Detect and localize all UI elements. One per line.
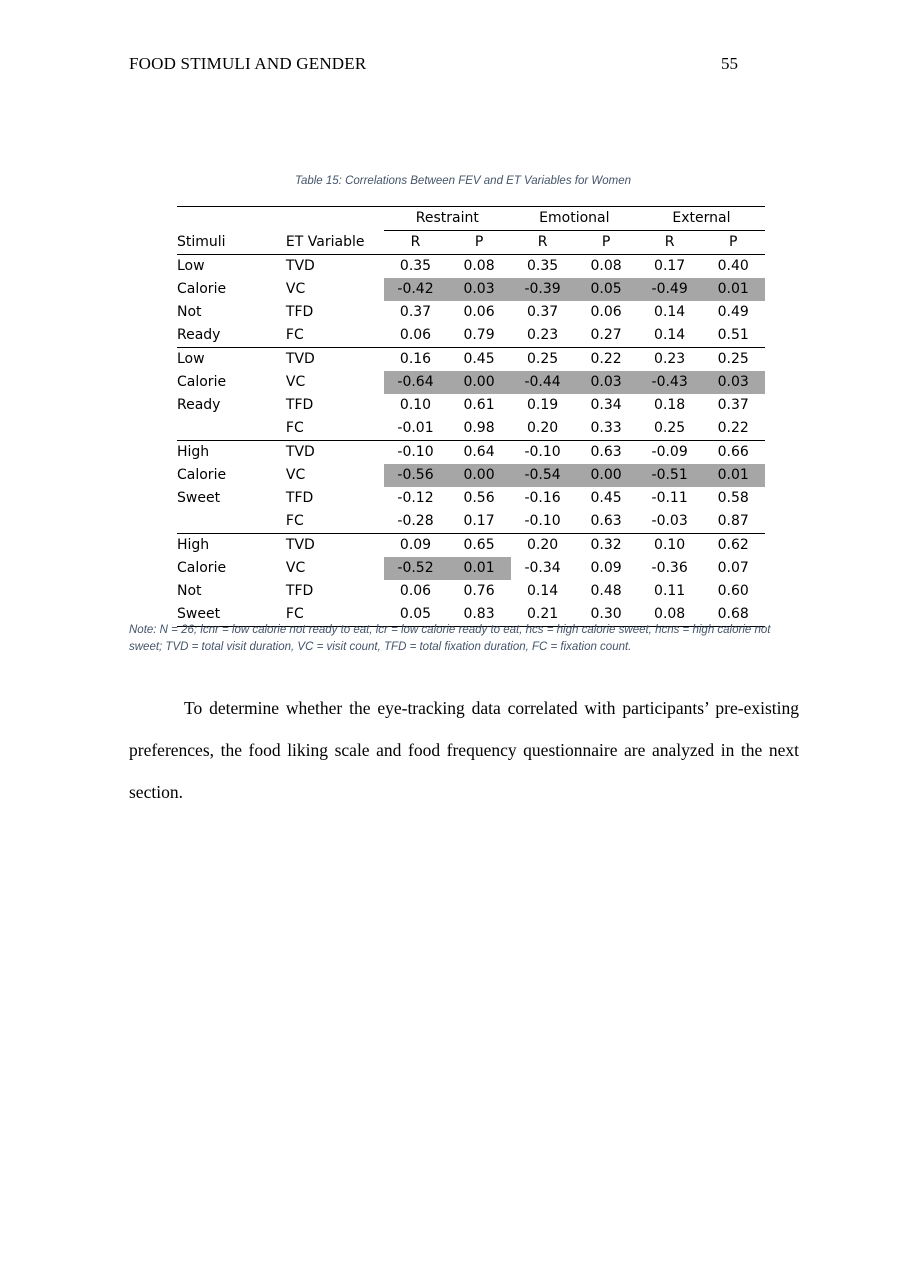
cell-emotional-p: 0.48	[590, 583, 622, 599]
cell-stimuli: Ready	[177, 324, 286, 348]
cell-stimuli: Sweet	[177, 490, 221, 506]
cell-et-variable: FC	[286, 603, 384, 627]
cell-restraint-r: -0.28	[384, 510, 448, 534]
table-caption: Table 15: Correlations Between FEV and ET Variables for Women	[294, 175, 631, 187]
cell-emotional-r: 0.25	[526, 351, 559, 367]
cell-et-variable: VC	[285, 467, 306, 483]
column-header-external-r: R	[638, 231, 702, 255]
cell-restraint-r: -0.12	[397, 490, 434, 506]
cell-et-variable: FC	[286, 324, 384, 348]
body-paragraph: To determine whether the eye-tracking data correlated with participants’ pre-existing preferences, the food liking scale and food frequency questionnaire are analyzed in the next section.	[129, 697, 799, 802]
column-header-emotional-r: R	[511, 231, 575, 255]
table-row	[177, 394, 765, 417]
cell-stimuli: High	[177, 537, 210, 553]
table-row	[177, 255, 765, 279]
cell-restraint-r: 0.05	[384, 603, 448, 627]
cell-external-r: 0.11	[654, 583, 686, 599]
cell-restraint-r: -0.42	[384, 278, 448, 301]
cell-external-p: 0.60	[717, 583, 749, 599]
cell-external-r: -0.03	[638, 510, 702, 534]
cell-et-variable: TFD	[285, 397, 314, 413]
cell-external-r: 0.25	[638, 417, 702, 441]
cell-emotional-r: 0.37	[526, 304, 559, 320]
cell-emotional-r: 0.23	[511, 324, 575, 348]
cell-external-p: 0.01	[701, 464, 765, 487]
cell-et-variable: VC	[285, 281, 306, 297]
cell-external-r: 0.14	[638, 324, 702, 348]
table-row	[177, 510, 765, 534]
cell-emotional-p: 0.03	[574, 371, 638, 394]
cell-external-r: -0.11	[651, 490, 688, 506]
cell-et-variable: TFD	[285, 490, 314, 506]
table-note: Note: N = 26; lcnr = low calorie not ready to eat, lcr = low calorie ready to eat, hcs = high calorie sweet, hcns = high calorie not sweet; TVD = total visit duration, VC = visit count, TFD = total fixation duration, FC = fixation count.	[129, 624, 771, 653]
cell-et-variable: TVD	[285, 444, 315, 460]
cell-restraint-r: 0.10	[399, 397, 432, 413]
cell-restraint-r: 0.16	[399, 351, 432, 367]
cell-restraint-p: 0.17	[447, 510, 511, 534]
cell-restraint-p: 0.06	[463, 304, 495, 320]
cell-emotional-r: -0.39	[511, 278, 575, 301]
running-head-title: FOOD STIMULI AND GENDER	[129, 54, 367, 73]
table-header-blank	[177, 207, 286, 231]
column-header-stimuli: Stimuli	[177, 231, 286, 255]
cell-external-r: -0.51	[638, 464, 702, 487]
table-row	[177, 580, 765, 603]
cell-restraint-r: 0.06	[384, 324, 448, 348]
cell-restraint-p: 0.79	[447, 324, 511, 348]
cell-restraint-p: 0.00	[447, 464, 511, 487]
cell-stimuli: Not	[177, 583, 202, 599]
cell-restraint-r: -0.01	[384, 417, 448, 441]
cell-external-r: 0.08	[638, 603, 702, 627]
cell-external-r: -0.09	[651, 444, 688, 460]
cell-emotional-p: 0.30	[574, 603, 638, 627]
cell-restraint-r: -0.52	[384, 557, 448, 580]
cell-emotional-p: 0.06	[590, 304, 622, 320]
cell-restraint-p: 0.01	[447, 557, 511, 580]
table-row	[177, 301, 765, 324]
cell-external-p: 0.01	[701, 278, 765, 301]
table-header-blank	[286, 207, 384, 231]
cell-external-r: 0.18	[654, 397, 686, 413]
cell-restraint-r: -0.64	[384, 371, 448, 394]
cell-emotional-r: -0.54	[511, 464, 575, 487]
cell-emotional-r: -0.44	[511, 371, 575, 394]
table-row	[177, 348, 765, 372]
cell-emotional-r: 0.20	[511, 417, 575, 441]
column-header-emotional-p: P	[574, 231, 638, 255]
cell-emotional-p: 0.32	[590, 537, 622, 553]
table-row	[177, 441, 765, 465]
cell-external-r: 0.14	[654, 304, 686, 320]
column-header-external-p: P	[701, 231, 765, 255]
cell-stimuli: Calorie	[177, 281, 227, 297]
cell-stimuli: High	[177, 444, 210, 460]
cell-external-r: 0.23	[654, 351, 686, 367]
cell-emotional-p: 0.34	[590, 397, 622, 413]
cell-external-p: 0.07	[717, 560, 749, 576]
cell-emotional-r: -0.16	[524, 490, 561, 506]
cell-et-variable: TFD	[285, 583, 314, 599]
cell-external-r: 0.17	[654, 258, 686, 274]
cell-et-variable: TVD	[285, 537, 315, 553]
cell-restraint-p: 0.65	[463, 537, 495, 553]
table-group-header-row	[177, 207, 765, 231]
group-header-external: External	[638, 207, 765, 231]
group-header-emotional: Emotional	[511, 207, 638, 231]
table-row	[177, 557, 765, 580]
correlation-table	[177, 206, 765, 627]
cell-emotional-p: 0.22	[590, 351, 622, 367]
cell-external-p: 0.40	[717, 258, 749, 274]
cell-restraint-p: 0.45	[463, 351, 495, 367]
table-column-header-row	[177, 231, 765, 255]
cell-external-p: 0.49	[717, 304, 749, 320]
group-header-restraint: Restraint	[384, 207, 511, 231]
cell-restraint-p: 0.03	[447, 278, 511, 301]
cell-restraint-p: 0.08	[463, 258, 495, 274]
cell-stimuli: Calorie	[177, 374, 227, 390]
cell-stimuli	[177, 417, 286, 441]
cell-emotional-p: 0.33	[574, 417, 638, 441]
cell-et-variable: TVD	[285, 258, 315, 274]
cell-restraint-p: 0.00	[447, 371, 511, 394]
cell-external-p: 0.37	[717, 397, 749, 413]
cell-emotional-p: 0.45	[590, 490, 622, 506]
cell-external-p: 0.58	[717, 490, 749, 506]
cell-restraint-r: -0.10	[397, 444, 434, 460]
column-header-restraint-p: P	[447, 231, 511, 255]
cell-restraint-p: 0.56	[463, 490, 495, 506]
table-row	[177, 464, 765, 487]
cell-stimuli: Ready	[177, 397, 221, 413]
cell-et-variable: VC	[285, 560, 306, 576]
cell-emotional-r: 0.20	[526, 537, 559, 553]
cell-stimuli: Calorie	[177, 560, 227, 576]
cell-restraint-p: 0.64	[463, 444, 495, 460]
cell-restraint-p: 0.83	[447, 603, 511, 627]
cell-restraint-r: 0.35	[399, 258, 432, 274]
cell-external-p: 0.62	[717, 537, 749, 553]
cell-emotional-p: 0.63	[574, 510, 638, 534]
cell-emotional-p: 0.08	[590, 258, 622, 274]
cell-external-p: 0.68	[701, 603, 765, 627]
cell-external-r: -0.36	[651, 560, 688, 576]
cell-emotional-p: 0.05	[574, 278, 638, 301]
cell-emotional-r: 0.21	[511, 603, 575, 627]
cell-et-variable: TFD	[285, 304, 314, 320]
cell-external-r: -0.49	[638, 278, 702, 301]
cell-restraint-p: 0.98	[447, 417, 511, 441]
cell-emotional-r: 0.35	[526, 258, 559, 274]
cell-emotional-r: 0.19	[526, 397, 559, 413]
cell-et-variable: TVD	[285, 351, 315, 367]
page-number: 55	[721, 54, 738, 73]
column-header-restraint-r: R	[384, 231, 448, 255]
cell-stimuli: Low	[177, 351, 205, 367]
cell-external-p: 0.03	[701, 371, 765, 394]
cell-stimuli: Low	[177, 258, 205, 274]
cell-emotional-p: 0.63	[590, 444, 622, 460]
cell-stimuli: Not	[177, 304, 202, 320]
column-header-et-variable: ET Variable	[286, 231, 384, 255]
cell-emotional-p: 0.09	[590, 560, 622, 576]
cell-et-variable: FC	[286, 417, 384, 441]
cell-restraint-r: 0.09	[399, 537, 432, 553]
cell-external-r: 0.10	[654, 537, 686, 553]
cell-emotional-p: 0.27	[574, 324, 638, 348]
cell-et-variable: VC	[285, 374, 306, 390]
cell-external-p: 0.66	[717, 444, 749, 460]
cell-restraint-r: 0.37	[399, 304, 432, 320]
cell-emotional-r: 0.14	[526, 583, 559, 599]
cell-restraint-r: 0.06	[399, 583, 432, 599]
cell-emotional-r: -0.10	[524, 444, 561, 460]
table-row	[177, 371, 765, 394]
table-body	[177, 207, 765, 627]
cell-emotional-r: -0.10	[511, 510, 575, 534]
cell-emotional-p: 0.00	[574, 464, 638, 487]
table-row	[177, 278, 765, 301]
cell-emotional-r: -0.34	[524, 560, 561, 576]
table-row	[177, 417, 765, 441]
cell-stimuli	[177, 510, 286, 534]
cell-restraint-p: 0.76	[463, 583, 495, 599]
cell-external-p: 0.22	[701, 417, 765, 441]
table-row	[177, 487, 765, 510]
cell-stimuli: Calorie	[177, 467, 227, 483]
cell-external-p: 0.51	[701, 324, 765, 348]
table-row	[177, 324, 765, 348]
cell-stimuli: Sweet	[177, 603, 286, 627]
cell-restraint-r: -0.56	[384, 464, 448, 487]
cell-external-p: 0.25	[717, 351, 749, 367]
cell-external-r: -0.43	[638, 371, 702, 394]
cell-restraint-p: 0.61	[463, 397, 495, 413]
table-row	[177, 534, 765, 558]
cell-et-variable: FC	[286, 510, 384, 534]
cell-external-p: 0.87	[701, 510, 765, 534]
